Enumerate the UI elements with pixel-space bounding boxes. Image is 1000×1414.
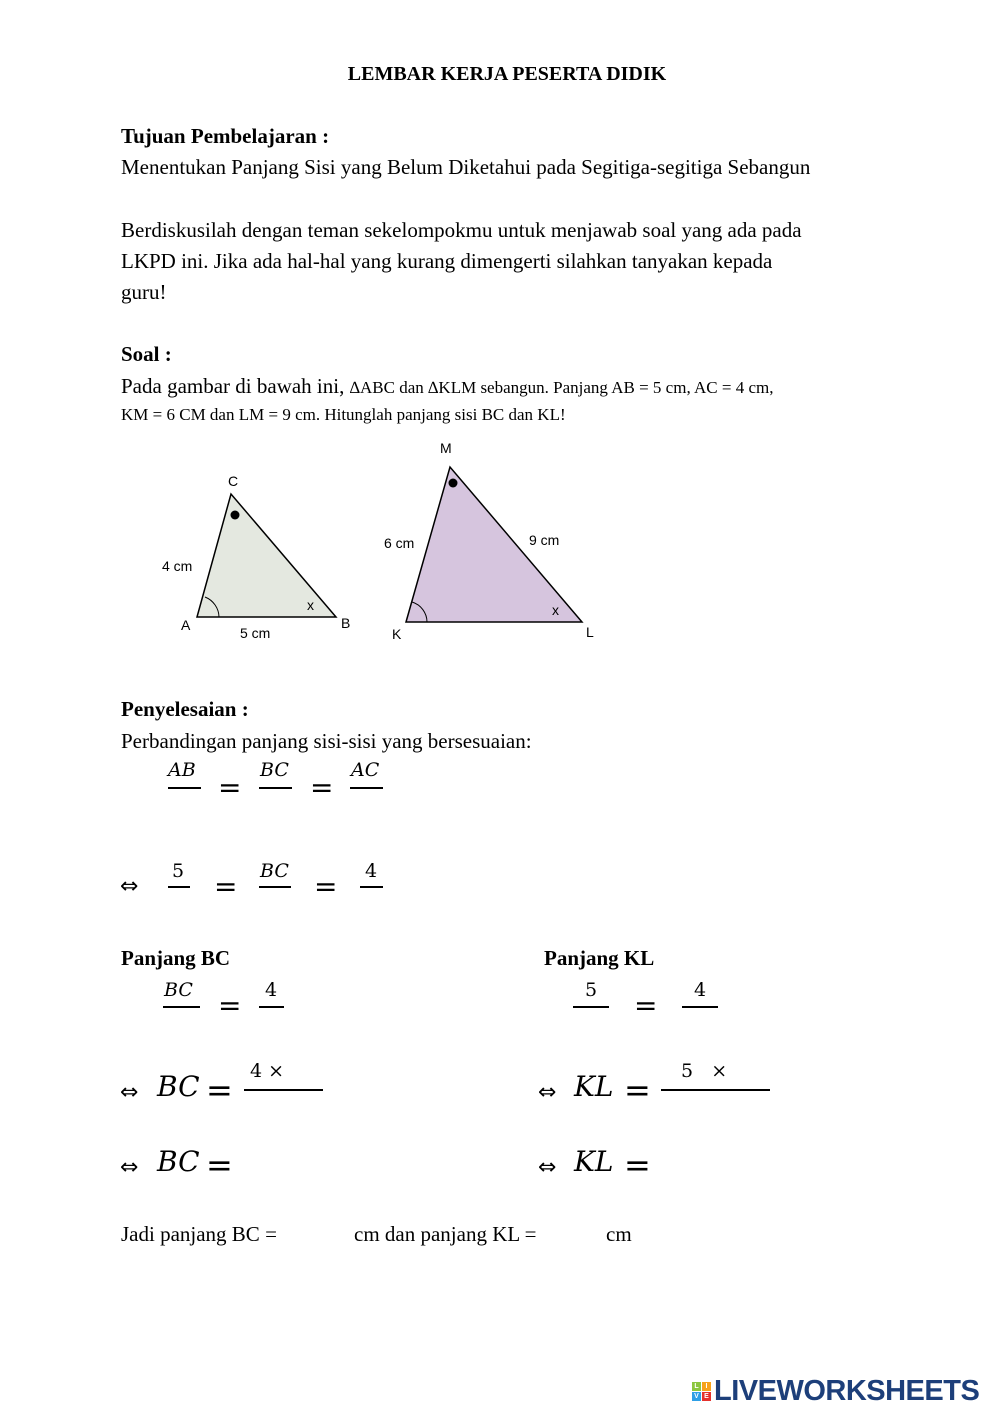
vertex-c-label: C — [228, 473, 239, 489]
fraction-numerator: AC — [351, 759, 380, 781]
angle-m-dot — [449, 479, 458, 488]
similar-triangles-figure — [0, 0, 1000, 680]
vertex-a-label: A — [181, 617, 191, 633]
fraction-bar — [682, 1006, 718, 1008]
angle-b-label: x — [307, 597, 314, 613]
kl-variable: KL — [574, 1145, 614, 1178]
side-ml-label: 9 cm — [529, 532, 560, 548]
vertex-k-label: K — [392, 626, 402, 642]
equals-sign: = — [218, 989, 242, 1022]
answer-input[interactable] — [290, 1060, 328, 1088]
kl-final-input[interactable] — [562, 1220, 608, 1248]
problem-heading: Soal : — [121, 342, 172, 366]
kl-heading: Panjang KL — [544, 946, 655, 970]
equals-sign: = — [206, 1146, 233, 1184]
answer-input[interactable] — [257, 791, 299, 819]
answer-input[interactable] — [164, 890, 198, 918]
side-km-label: 6 cm — [384, 535, 415, 551]
angle-c-dot — [231, 511, 240, 520]
problem-text: Pada gambar di bawah ini, — [121, 374, 350, 398]
bc-heading: Panjang BC — [121, 946, 231, 970]
fraction-bar — [259, 886, 291, 888]
fraction-numerator: BC — [260, 860, 289, 882]
instruction-line: guru! — [121, 280, 167, 304]
fraction-numerator: 4 — [694, 979, 707, 1001]
fraction-numerator: BC — [164, 979, 193, 1001]
fraction-numerator: 4 × — [250, 1060, 285, 1082]
equivalence-icon: ⇔ — [120, 874, 139, 899]
bc-variable: BC — [157, 1145, 200, 1178]
answer-input[interactable] — [571, 1010, 615, 1038]
fraction-bar — [163, 1006, 200, 1008]
equals-sign: = — [624, 1071, 651, 1109]
equals-sign: = — [214, 870, 238, 903]
fraction-bar — [168, 787, 201, 789]
side-ab-label: 5 cm — [240, 625, 271, 641]
solution-intro: Perbandingan panjang sisi-sisi yang bersesuaian: — [121, 729, 532, 753]
answer-input[interactable] — [735, 1060, 775, 1088]
fraction-bar — [244, 1089, 323, 1091]
fraction-bar — [259, 787, 292, 789]
problem-text: ∆ABC dan ∆KLM sebangun. Panjang AB = 5 cm, AC = 4 cm, — [349, 378, 774, 397]
fraction-bar — [661, 1089, 770, 1091]
logo-text: LIVEWORKSHEETS — [714, 1375, 980, 1407]
equivalence-icon: ⇔ — [538, 1155, 557, 1180]
answer-input[interactable] — [256, 1010, 291, 1038]
objective-text: Menentukan Panjang Sisi yang Belum Diketahui pada Segitiga-segitiga Sebangun — [121, 155, 811, 179]
angle-l-label: x — [552, 602, 559, 618]
logo-letter: L — [692, 1382, 701, 1391]
answer-input[interactable] — [257, 890, 299, 918]
fraction-bar — [360, 886, 383, 888]
fraction-numerator: 4 — [365, 860, 378, 882]
answer-input[interactable] — [166, 791, 208, 819]
equals-sign: = — [206, 1071, 233, 1109]
equals-sign: = — [314, 870, 338, 903]
equivalence-icon: ⇔ — [120, 1080, 139, 1105]
liveworksheets-logo — [692, 1375, 979, 1408]
bc-variable: BC — [157, 1070, 200, 1103]
equals-sign: = — [634, 989, 658, 1022]
fraction-bar — [350, 787, 383, 789]
fraction-bar — [168, 886, 190, 888]
fraction-numerator: BC — [260, 759, 289, 781]
logo-letter: V — [692, 1392, 701, 1401]
fraction-numerator: 5 × — [681, 1060, 728, 1082]
answer-input[interactable] — [356, 890, 390, 918]
equals-sign: = — [624, 1146, 651, 1184]
triangle-abc — [197, 494, 336, 617]
fraction-bar — [259, 1006, 284, 1008]
bc-result-input[interactable] — [245, 1150, 329, 1178]
instruction-line: Berdiskusilah dengan teman sekelompokmu untuk menjawab soal yang ada pada — [121, 218, 802, 242]
bc-final-input[interactable] — [300, 1220, 354, 1248]
fraction-numerator: 5 — [585, 979, 598, 1001]
page-title: LEMBAR KERJA PESERTA DIDIK — [347, 63, 667, 85]
answer-input[interactable] — [661, 1094, 774, 1122]
logo-letter: I — [702, 1382, 711, 1391]
logo-icon — [692, 1382, 711, 1401]
problem-line-2: KM = 6 CM dan LM = 9 cm. Hitunglah panjang sisi BC dan KL! — [121, 405, 566, 424]
solution-heading: Penyelesaian : — [121, 697, 249, 721]
answer-input[interactable] — [244, 1094, 327, 1122]
side-ac-label: 4 cm — [162, 558, 193, 574]
kl-result-input[interactable] — [662, 1150, 746, 1178]
conclusion-text: Jadi panjang BC = — [121, 1222, 277, 1246]
equals-sign: = — [218, 771, 242, 804]
equivalence-icon: ⇔ — [538, 1080, 557, 1105]
fraction-numerator: 4 — [265, 979, 278, 1001]
vertex-b-label: B — [341, 615, 351, 631]
fraction-bar — [573, 1006, 609, 1008]
logo-letter: E — [702, 1392, 711, 1401]
vertex-m-label: M — [440, 440, 452, 456]
answer-input[interactable] — [680, 1010, 724, 1038]
fraction-numerator: AB — [168, 759, 196, 781]
objective-heading: Tujuan Pembelajaran : — [121, 124, 330, 148]
vertex-l-label: L — [586, 624, 594, 640]
equivalence-icon: ⇔ — [120, 1155, 139, 1180]
answer-input[interactable] — [161, 1010, 206, 1038]
answer-input[interactable] — [348, 791, 390, 819]
conclusion-unit: cm — [606, 1222, 632, 1246]
conclusion-text: cm dan panjang KL = — [354, 1222, 537, 1246]
equals-sign: = — [310, 771, 334, 804]
fraction-numerator: 5 — [172, 860, 185, 882]
instruction-line: LKPD ini. Jika ada hal-hal yang kurang dimengerti silahkan tanyakan kepada — [121, 249, 773, 273]
kl-variable: KL — [574, 1070, 614, 1103]
